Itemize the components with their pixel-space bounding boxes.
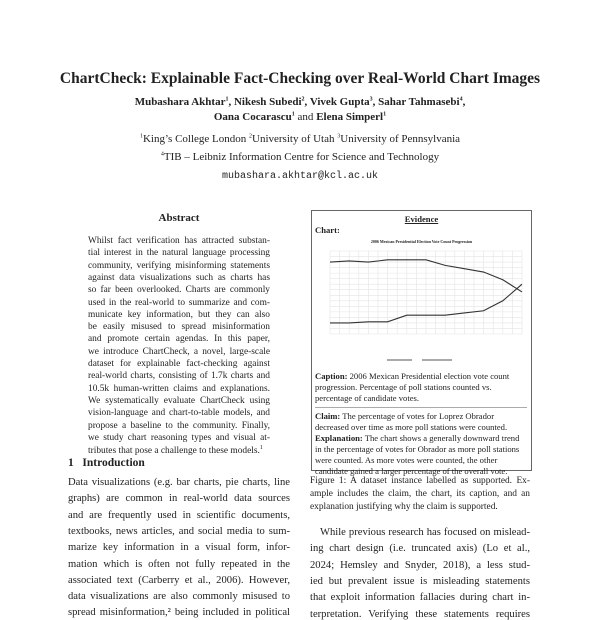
author-sup: 1 [225,96,229,103]
abstract-line: we study chart reasoning types and visual at- [88,432,270,443]
body-line: that exploit information fallacies during chart in- [310,592,530,604]
figure-caption-line: explanation justifying why the claim is supported. [310,502,498,512]
intro-line: marize key information in a visual form, infor- [68,542,290,554]
section-title: Introduction [82,457,145,469]
intro-line: spread misinformation,² being included in political [68,607,290,619]
abstract-line: Whilst fact verification has attracted substan- [88,236,270,246]
body-line: 2024; Hemsley and Snyder, 2018), a less stud- [310,559,530,571]
author: Vivek Gupta [309,96,370,108]
abstract-line: tributes that pose a challenge to these models.$^1$ [88,445,263,457]
body-line: While previous research has focused on mislead- [320,527,530,538]
abstract-heading: Abstract [158,212,200,224]
section-heading [68,457,145,469]
footnote-mark: 1 [259,445,263,452]
caption-line-text: percentage of candidate votes. [315,393,420,403]
claim-line-label: Claim: [315,411,341,421]
author: Nikesh Subedi [233,96,302,108]
intro-line: textbooks, news articles, and social media to sum- [68,525,290,537]
abstract-line: municate key information, but they can also [88,309,270,320]
author: Elena Simperl [316,111,384,123]
explanation-line-text: in the percentage of votes for Obrador as more poll stations [315,444,520,454]
affiliation: TIB – Leibniz Information Centre for Science and Technology [163,151,440,163]
caption-line-label: Caption: [315,371,348,381]
abstract-line: tial interest in the natural language processing [88,248,270,259]
divider [315,407,527,408]
abstract-line: We systematically evaluate ChartCheck using [88,395,270,406]
body-line: ing chart design (i.e. truncated axis) (Lo et al., [310,543,530,555]
caption-line [315,393,419,403]
explanation-line-label: Explanation: [315,433,363,443]
caption-line-text: progression. Percentage of poll stations counted vs. [315,382,492,392]
author-sup: 3 [369,96,373,103]
claim-line-text: decreased over time as more poll stations were counted. [315,422,508,432]
affiliations-line-1 [0,133,600,145]
abstract-line: be easily misused to spread misinformation [88,322,270,333]
author: Sahar Tahmasebi [378,96,460,108]
intro-line: associated text (Carberry et al., 2006). However, [68,574,290,586]
abstract-line: real-world charts, consisting of 1.7k charts and [88,371,270,382]
caption-line [315,382,492,392]
abstract-line: propose a baseline to the community. Finally, [88,420,270,431]
abstract-line: 10.5k human-written claims and explanations. [88,383,270,394]
explanation-line [315,466,507,476]
intro-line: mation which is often not fully repeated in the [68,558,290,570]
email: mubashara.akhtar@kcl.ac.uk [221,171,379,182]
claim-line-text: The percentage of votes for Loprez Obrador [340,411,495,421]
figure-box [311,210,532,476]
explanation-line-text: The chart shows a generally downward trend [362,433,520,443]
caption-line-text: 2006 Mexican Presidential election vote count [347,371,510,381]
affiliation: King’s College London [142,133,247,145]
figure-caption-line: ample includes the claim, the chart, its caption, and an [310,489,530,499]
author-sup: 1 [291,111,295,118]
abstract-line: against data visualizations such as charts has [88,272,270,283]
author-line-1: Mubashara Akhtar$^1$, Nikesh Subedi$^2$, Vivek Gupta$^3$, Sahar Tahmasebi$^4$, [134,96,466,108]
chart-title: 2006 Mexican Presidential Election Vote Count Progression [370,239,473,244]
chart-label: Chart: [315,225,340,235]
aff-sup: 3 [337,133,341,140]
intro-line: data visualizations are also commonly misused to [68,591,290,603]
abstract-line: community, verifying misinforming statements [88,260,270,271]
abstract-line: and promote certain agendas. In this paper, [88,334,270,345]
aff-sup: 1 [139,133,143,140]
aff-sup: 2 [249,133,253,140]
author-sup: 4 [459,96,463,103]
caption-line [315,371,509,381]
abstract-line: so far been overlooked. Charts are commonly [88,285,270,296]
explanation-line [315,444,519,454]
explanation-line-text: were counted. As more votes were counted, the other [315,455,498,465]
body-line: ied but prevalent issue is misleading statements [310,575,530,587]
intro-line: Data visualizations (e.g. bar charts, pie charts, line [68,477,290,488]
evidence-label: Evidence [404,214,439,224]
abstract-line: we introduce ChartCheck, a novel, large-scale [88,346,270,357]
section-number: 1 [68,457,74,469]
intro-line: graphs) are common in real-world data sources [68,493,290,505]
author-sup: 2 [301,96,305,103]
author: Mubashara Akhtar [134,96,226,108]
author-sup: 1 [383,111,387,118]
figure-caption-line: Figure 1: A dataset instance labelled as supported. Ex- [310,476,530,486]
claim-line [315,411,494,421]
affiliation: University of Utah [252,133,335,145]
and-word: and [297,111,314,123]
claim-line [315,422,507,432]
abstract-line: used in the real-world to summarize and com- [88,297,270,308]
affiliation: University of Pennsylvania [340,133,461,145]
explanation-line-text: candidate gained a larger percentage of the overall vote. [315,466,508,476]
author-line-2 [0,111,600,123]
author: Oana Cocarascu [213,111,292,123]
body-line: terpretation. Verifying these statements requires [310,608,530,620]
paper-title: ChartCheck: Explainable Fact-Checking over Real-World Chart Images [59,70,541,87]
abstract-line: dataset for explainable fact-checking against [88,359,270,369]
affiliations-line-2 [0,151,600,163]
aff-sup: 4 [160,151,164,158]
intro-line: and are frequently used in scientific documents, [68,509,290,521]
explanation-line [315,455,497,465]
chart [312,246,531,371]
explanation-line [315,433,519,443]
abstract-line: vision-language and chart-to-table models, and [88,408,270,419]
